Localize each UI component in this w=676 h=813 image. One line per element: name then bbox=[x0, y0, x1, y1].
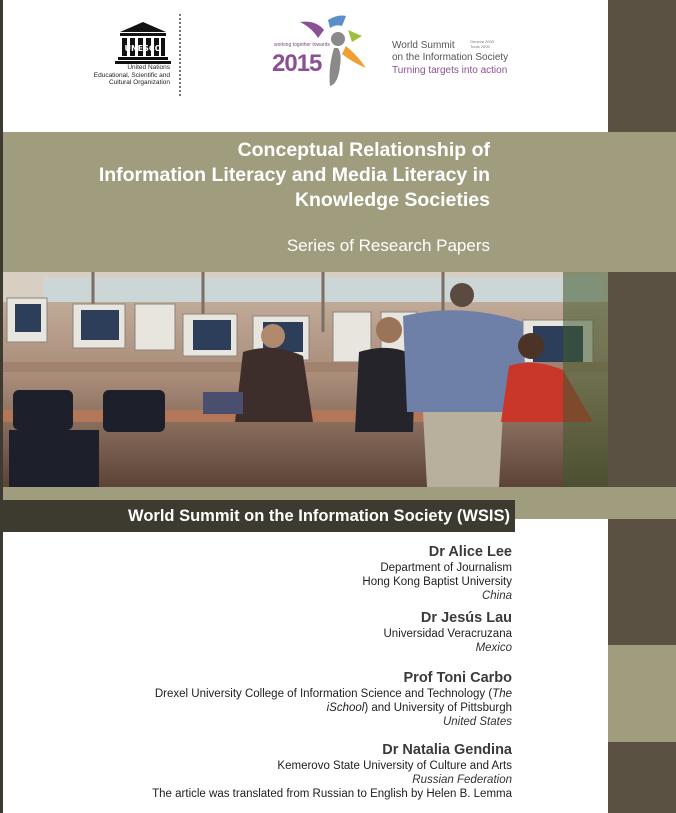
affiliation-text: Drexel University College of Information Science and Technology ( bbox=[154, 688, 493, 700]
title-line: Information Literacy and Media Literacy in bbox=[98, 164, 490, 186]
dotted-divider bbox=[179, 14, 181, 96]
affiliation-italic: The bbox=[492, 688, 512, 700]
title-line: Knowledge Societies bbox=[294, 189, 490, 211]
wsis-tagline-small: working together towards bbox=[274, 42, 330, 48]
author-affiliation bbox=[327, 702, 512, 714]
unesco-subtitle-line: Cultural Organization bbox=[108, 79, 170, 86]
author-country: Russian Federation bbox=[412, 774, 512, 786]
wsis-logo-line2: on the Information Society bbox=[392, 52, 509, 63]
unesco-subtitle bbox=[60, 64, 170, 87]
wsis-logo-tiny bbox=[470, 39, 494, 49]
side-column-block bbox=[608, 645, 676, 742]
author-country: United States bbox=[442, 716, 512, 728]
side-column-block bbox=[608, 0, 676, 132]
wsis-band-label: World Summit on the Information Society (WSIS) bbox=[128, 507, 510, 525]
author-affiliation: Department of Journalism bbox=[380, 562, 512, 574]
series-subtitle: Series of Research Papers bbox=[286, 236, 490, 255]
translation-note: The article was translated from Russian to English by Helen B. Lemma bbox=[152, 788, 512, 800]
unesco-subtitle-line: Educational, Scientific and bbox=[93, 71, 170, 79]
side-column-block bbox=[608, 132, 676, 272]
unesco-wordmark: UNESCO bbox=[124, 44, 162, 53]
title-line: Conceptual Relationship of bbox=[237, 139, 490, 161]
author-affiliation: Hong Kong Baptist University bbox=[362, 576, 512, 588]
affiliation-italic: iSchool bbox=[326, 702, 365, 714]
author-affiliation bbox=[155, 688, 512, 700]
author-name: Dr Jesús Lau bbox=[420, 610, 512, 626]
author-affiliation: Kemerovo State University of Culture and Arts bbox=[277, 760, 512, 772]
author-country: Mexico bbox=[475, 642, 512, 654]
author-country: China bbox=[481, 590, 512, 602]
wsis-logo-line3: Turning targets into action bbox=[392, 65, 508, 76]
wsis-tiny-line: Tunis 2005 bbox=[470, 44, 490, 49]
affiliation-text: ) and University of Pittsburgh bbox=[364, 702, 512, 714]
author-name: Dr Natalia Gendina bbox=[382, 742, 512, 758]
wsis-logo-line1: World Summit bbox=[392, 40, 455, 51]
side-column-block bbox=[608, 520, 676, 645]
author-name: Prof Toni Carbo bbox=[403, 670, 512, 686]
author-name: Dr Alice Lee bbox=[428, 544, 512, 560]
wsis-year: 2015 bbox=[272, 50, 322, 77]
side-column-block bbox=[608, 742, 676, 813]
author-affiliation: Universidad Veracruzana bbox=[383, 628, 512, 640]
unesco-subtitle-line: United Nations bbox=[127, 64, 170, 71]
computer-lab-photo bbox=[3, 272, 608, 487]
wsis-tiny-line: Geneva 2003 bbox=[470, 39, 495, 44]
side-column-block bbox=[608, 272, 676, 520]
